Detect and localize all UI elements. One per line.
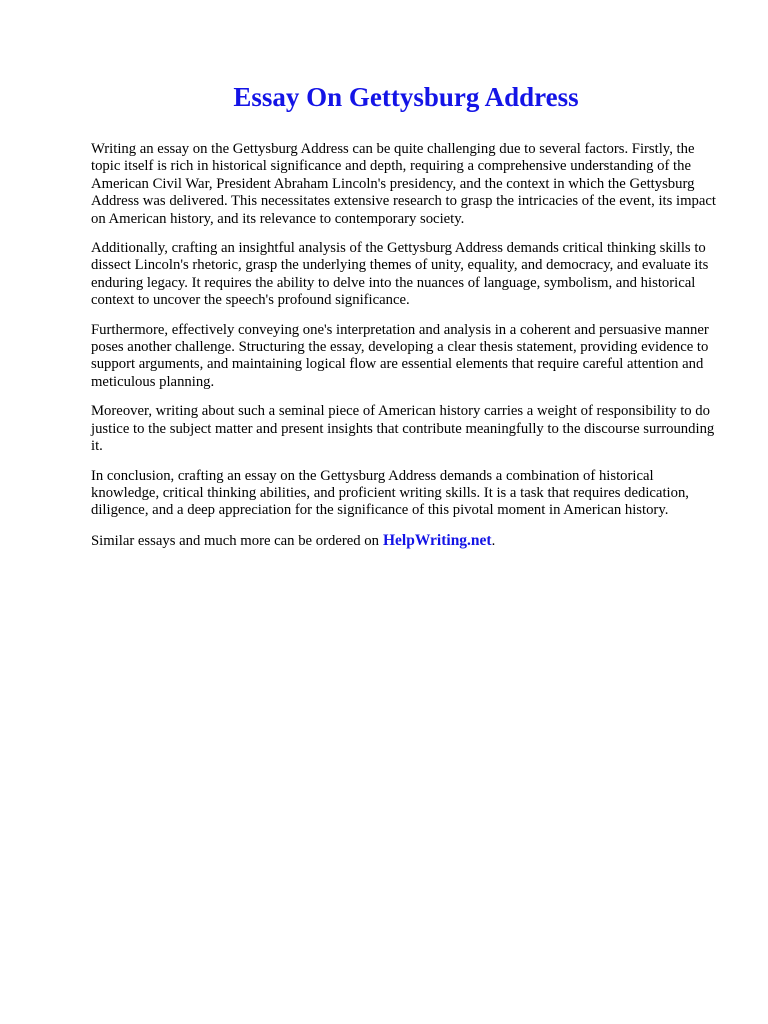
document-page xyxy=(91,80,721,550)
paragraph-4: Moreover, writing about such a seminal piece of American history carries a weight of responsibility to do justice to the subject matter and present insights that contribute meaningfully to the discourse surrounding it. xyxy=(91,403,715,455)
paragraph-1: Writing an essay on the Gettysburg Address can be quite challenging due to several factors. Firstly, the topic itself is rich in historical significance and depth, requiring a comprehensive understanding of the American Civil War, President Abraham Lincoln's presidency, and the context in which the Gettysburg Address was delivered. This necessitates extensive research to grasp the intricacies of the event, its impact on American history, and its relevance to contemporary society. xyxy=(91,141,716,227)
document-title: Essay On Gettysburg Address xyxy=(233,82,579,112)
paragraph-2: Additionally, crafting an insightful analysis of the Gettysburg Address demands critical thinking skills to dissect Lincoln's rhetoric, grasp the underlying themes of unity, equality, and democracy, and evaluate its enduring legacy. It requires the ability to delve into the nuances of language, symbolism, and historical context to uncover the speech's profound significance. xyxy=(91,240,709,309)
paragraph-5: In conclusion, crafting an essay on the Gettysburg Address demands a combination of historical knowledge, critical thinking abilities, and proficient writing skills. It is a task that requires dedication, diligence, and a deep appreciation for the significance of this pivotal moment in American history. xyxy=(91,467,689,519)
helpwriting-link[interactable]: HelpWriting.net xyxy=(382,531,492,549)
paragraph-3: Furthermore, effectively conveying one's interpretation and analysis in a coherent and persuasive manner poses another challenge. Structuring the essay, developing a clear thesis statement, providing evidence to support arguments, and maintaining logical flow are essential elements that require careful attention and meticulous planning. xyxy=(91,321,709,390)
closing-line xyxy=(91,532,721,550)
closing-period: . xyxy=(491,532,496,549)
closing-text: Similar essays and much more can be ordered on xyxy=(91,532,379,549)
